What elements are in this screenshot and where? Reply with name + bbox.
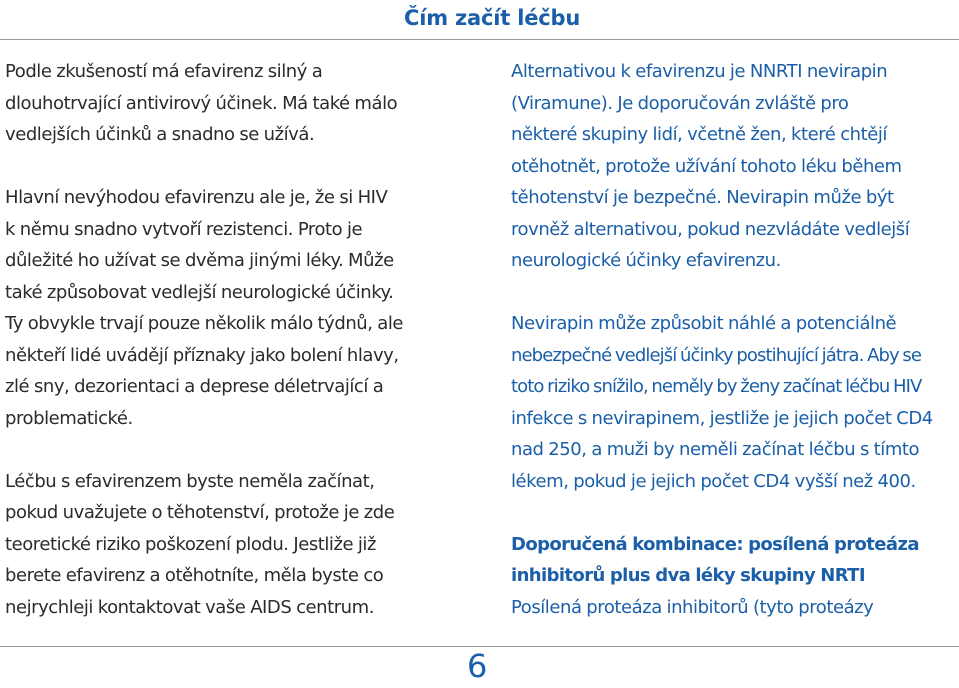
text-line: pokud uvažujete o těhotenství, protože je zde — [5, 502, 395, 523]
paragraph-gap — [5, 434, 450, 466]
text-line: problematické. — [5, 407, 133, 429]
text-line: toto riziko snížilo, neměly by ženy začínat léčbu HIV — [511, 376, 922, 397]
left-paragraph-3 — [5, 466, 450, 624]
text-line: (Viramune). Je doporučován zvláště pro — [511, 92, 849, 114]
left-column — [5, 56, 450, 623]
text-line: některé skupiny lidí, včetně žen, které chtějí — [511, 124, 887, 145]
text-line: infekce s nevirapinem, jestliže je jejich počet CD4 — [511, 407, 933, 429]
text-line: Posílená proteáza inhibitorů (tyto proteázy — [511, 596, 874, 618]
text-line: k němu snadno vytvoří rezistenci. Proto je — [5, 218, 363, 240]
text-line: Hlavní nevýhodou efavirenzu ale je, že si HIV — [5, 187, 388, 208]
text-line: Nevirapin může způsobit náhlé a potenciálně — [511, 313, 897, 334]
text-line: lékem, pokud je jejich počet CD4 vyšší než 400. — [511, 470, 916, 492]
section-heading — [511, 529, 959, 592]
left-paragraph-1 — [5, 56, 450, 151]
heading-line: Doporučená kombinace: posílená proteáza — [511, 533, 919, 555]
text-line: dlouhotrvající antivirový účinek. Má také málo — [5, 92, 398, 114]
text-line: nejrychleji kontaktovat vaše AIDS centrum. — [5, 596, 374, 618]
text-line: těhotenství je bezpečné. Nevirapin může být — [511, 187, 894, 208]
paragraph-gap — [5, 151, 450, 183]
header-divider — [0, 39, 959, 40]
right-paragraph-1 — [511, 56, 959, 277]
paragraph-gap — [511, 497, 959, 529]
text-line: někteří lidé uvádějí příznaky jako bolení hlavy, — [5, 344, 399, 366]
right-paragraph-2 — [511, 308, 959, 497]
text-line: nad 250, a muži by neměli začínat léčbu s tímto — [511, 439, 920, 460]
left-paragraph-2 — [5, 182, 450, 434]
text-line: rovněž alternativou, pokud nezvládáte vedlejší — [511, 218, 910, 240]
text-line: důležité ho užívat se dvěma jinými léky. Může — [5, 250, 394, 271]
text-line: také způsobovat vedlejší neurologické účinky. — [5, 281, 394, 303]
heading-line: inhibitorů plus dva léky skupiny NRTI — [511, 565, 865, 586]
page-number: 6 — [467, 647, 488, 685]
text-line: teoretické riziko poškození plodu. Jestliže již — [5, 533, 376, 555]
text-line: Ty obvykle trvají pouze několik málo týdnů, ale — [5, 313, 404, 334]
text-line: Podle zkušeností má efavirenz silný a — [5, 61, 323, 82]
text-line: Alternativou k efavirenzu je NNRTI nevirapin — [511, 61, 888, 82]
text-line: otěhotnět, protože užívání tohoto léku během — [511, 155, 902, 177]
text-line: berete efavirenz a otěhotníte, měla byste co — [5, 565, 384, 586]
text-line: vedlejších účinků a snadno se užívá. — [5, 124, 315, 145]
text-line: Léčbu s efavirenzem byste neměla začínat, — [5, 470, 375, 492]
text-line: nebezpečné vedlejší účinky postihující játra. Aby se — [511, 344, 922, 366]
right-column — [511, 56, 959, 623]
page-title: Čím začít léčbu — [404, 6, 581, 30]
text-line: neurologické účinky efavirenzu. — [511, 250, 781, 271]
text-line: zlé sny, dezorientaci a deprese déletrvající a — [5, 376, 384, 397]
right-paragraph-3 — [511, 592, 959, 624]
paragraph-gap — [511, 277, 959, 309]
